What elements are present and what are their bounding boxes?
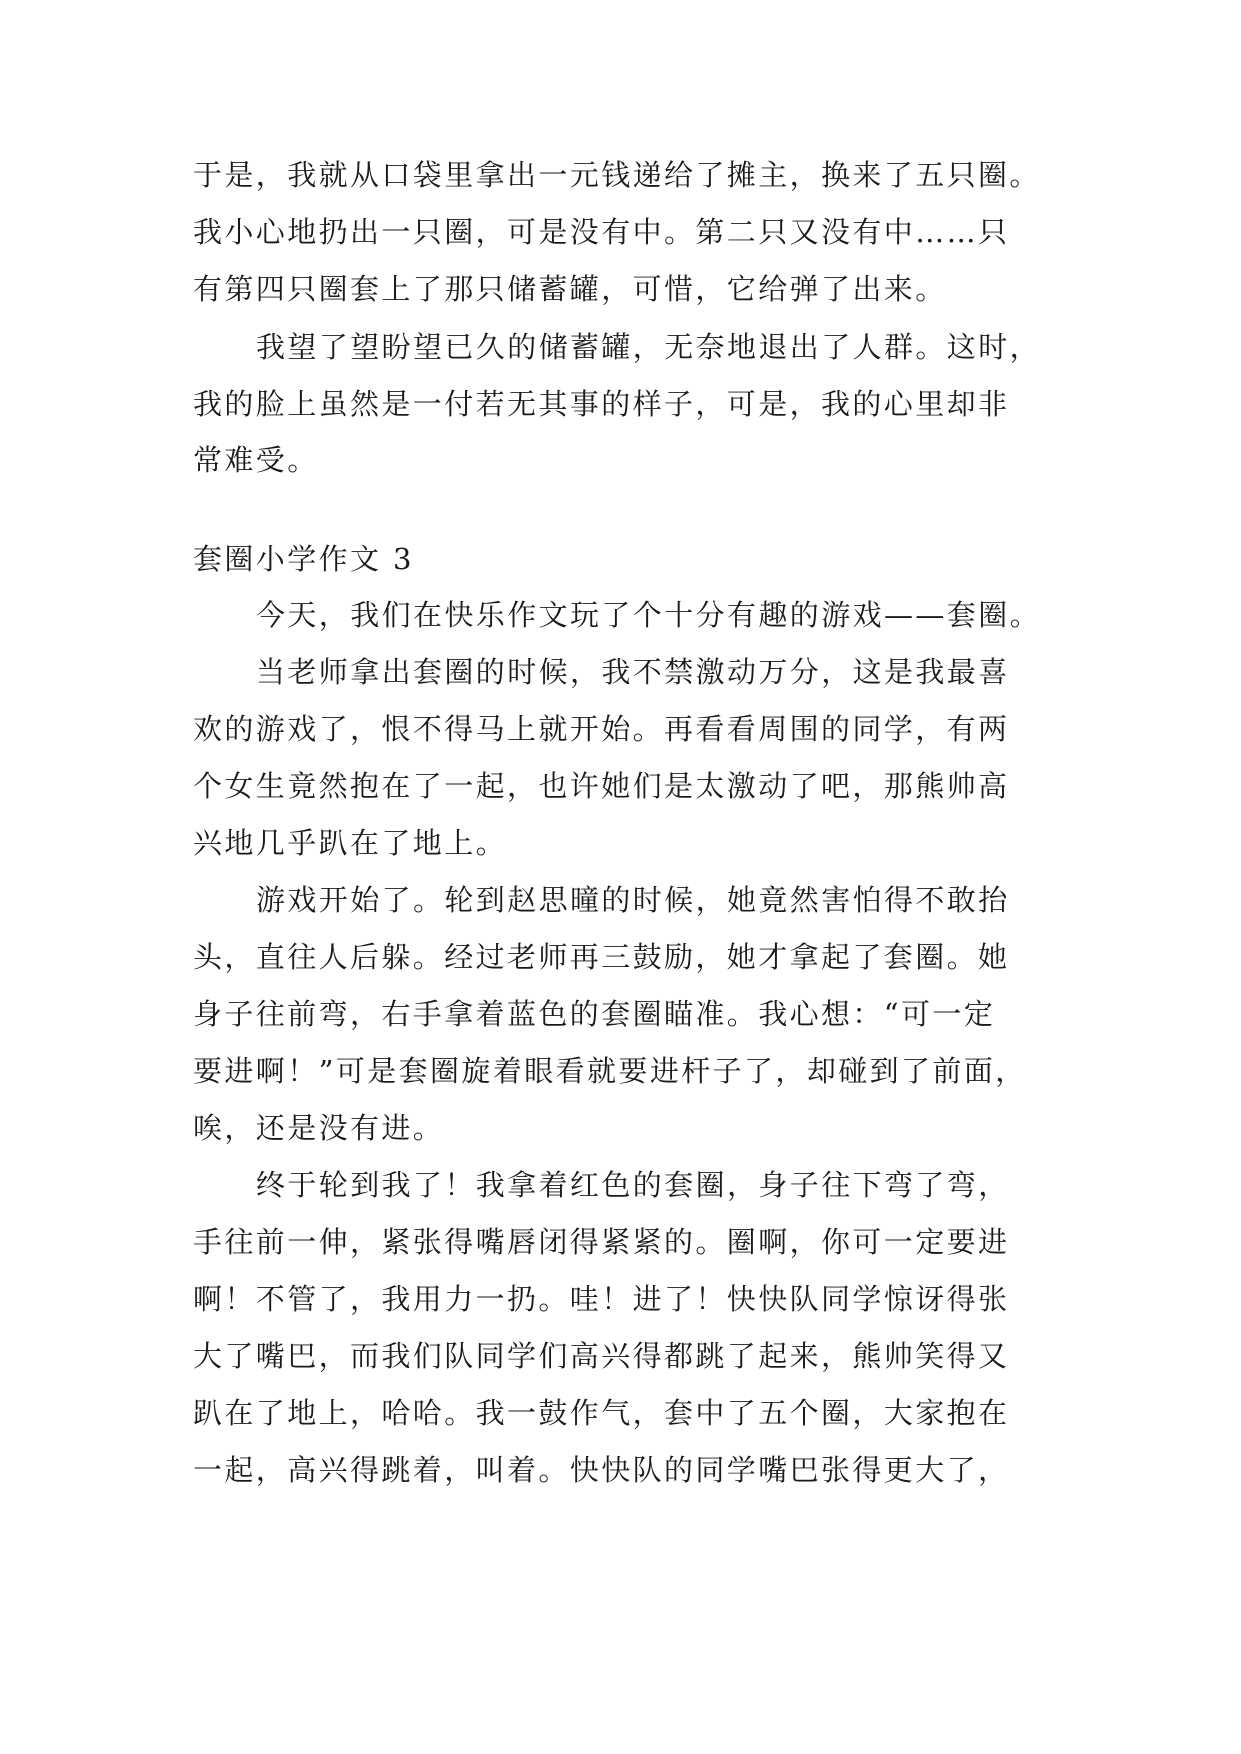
paragraph-first-line: 我望了望盼望已久的储蓄罐，无奈地退出了人群。这时，: [256, 330, 1042, 364]
text-line: 啊！不管了，我用力一扔。哇！进了！快快队同学惊讶得张: [193, 1282, 1010, 1316]
text-line: 常难受。: [193, 443, 319, 477]
text-line: 要进啊！”可是套圈旋着眼看就要进杆子了，却碰到了前面，: [193, 1054, 1027, 1088]
text-line: 个女生竟然抱在了一起，也许她们是太激动了吧，那熊帅高: [193, 769, 1010, 803]
essay-title: 套圈小学作文 3: [193, 542, 414, 576]
text-line: 唉，还是没有进。: [193, 1111, 445, 1145]
text-line: 一起，高兴得跳着，叫着。快快队的同学嘴巴张得更大了，: [193, 1453, 1010, 1487]
text-line: 身子往前弯，右手拿着蓝色的套圈瞄准。我心想：“可一定: [193, 997, 996, 1031]
text-line: 有第四只圈套上了那只储蓄罐，可惜，它给弹了出来。: [193, 272, 947, 306]
document-page: [193, 0, 1073, 1754]
text-line: 大了嘴巴，而我们队同学们高兴得都跳了起来，熊帅笑得又: [193, 1339, 1010, 1373]
text-line: 欢的游戏了，恨不得马上就开始。再看看周围的同学，有两: [193, 712, 1010, 746]
paragraph-first-line: 终于轮到我了！我拿着红色的套圈，身子往下弯了弯，: [256, 1168, 1010, 1202]
text-line: 手往前一伸，紧张得嘴唇闭得紧紧的。圈啊，你可一定要进: [193, 1225, 1010, 1259]
text-line: 我小心地扔出一只圈，可是没有中。第二只又没有中……只: [193, 215, 1010, 249]
text-line: 我的脸上虽然是一付若无其事的样子，可是，我的心里却非: [193, 387, 1010, 421]
text-line: 趴在了地上，哈哈。我一鼓作气，套中了五个圈，大家抱在: [193, 1396, 1010, 1430]
paragraph-first-line: 当老师拿出套圈的时候，我不禁激动万分，这是我最喜: [256, 655, 1010, 689]
text-line: 兴地几乎趴在了地上。: [193, 826, 508, 860]
text-line: 于是，我就从口袋里拿出一元钱递给了摊主，换来了五只圈。: [193, 158, 1041, 192]
text-line: 头，直往人后躲。经过老师再三鼓励，她才拿起了套圈。她: [193, 940, 1010, 974]
paragraph-first-line: 游戏开始了。轮到赵思曈的时候，她竟然害怕得不敢抬: [256, 883, 1010, 917]
paragraph-first-line: 今天，我们在快乐作文玩了个十分有趣的游戏——套圈。: [256, 598, 1042, 632]
